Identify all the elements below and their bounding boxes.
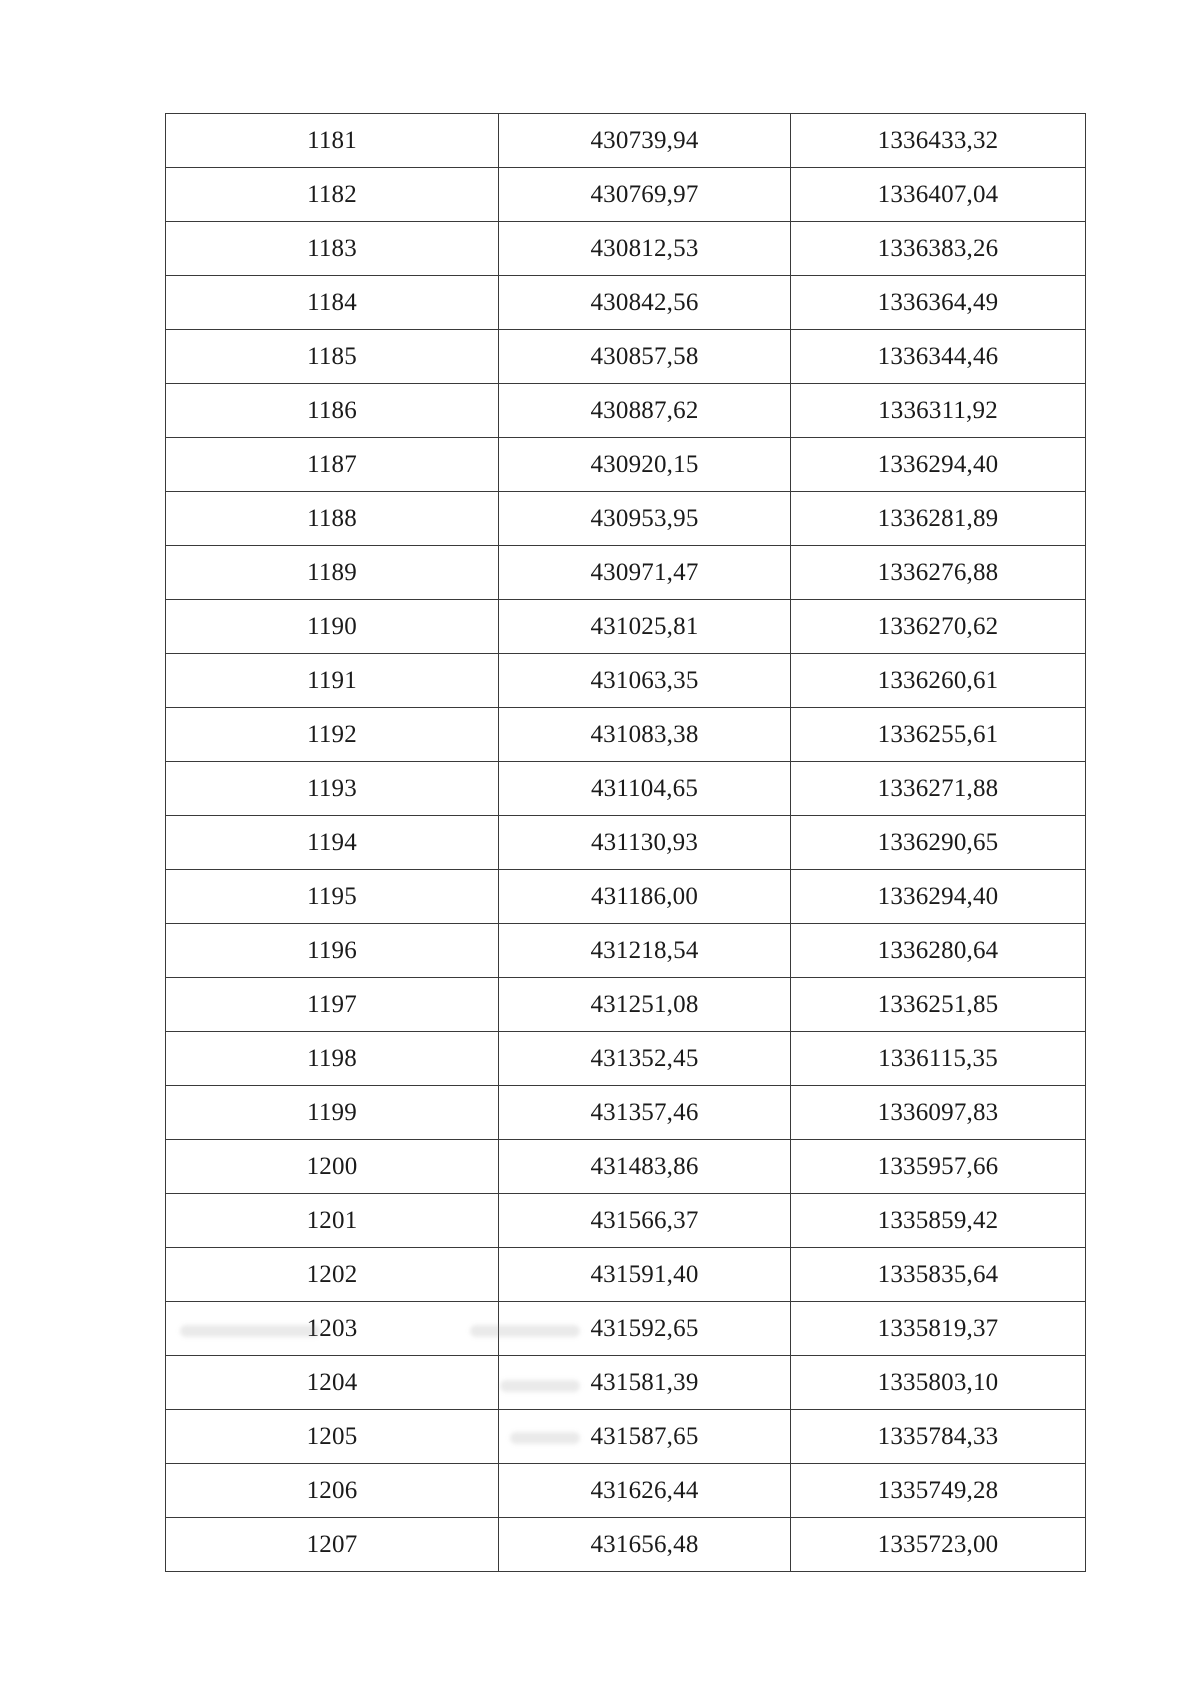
coordinates-table-body bbox=[166, 114, 1086, 1572]
point-number-cell: 1204 bbox=[166, 1356, 499, 1410]
x-coordinate-cell: 431063,35 bbox=[499, 654, 791, 708]
x-coordinate-cell: 431483,86 bbox=[499, 1140, 791, 1194]
y-coordinate-cell: 1336407,04 bbox=[791, 168, 1086, 222]
table-row bbox=[166, 384, 1086, 438]
point-number-cell: 1187 bbox=[166, 438, 499, 492]
y-coordinate-cell: 1335957,66 bbox=[791, 1140, 1086, 1194]
y-coordinate-cell: 1336260,61 bbox=[791, 654, 1086, 708]
point-number-cell: 1189 bbox=[166, 546, 499, 600]
x-coordinate-cell: 431656,48 bbox=[499, 1518, 791, 1572]
table-row bbox=[166, 1086, 1086, 1140]
scan-smudge bbox=[510, 1432, 580, 1444]
point-number-cell: 1184 bbox=[166, 276, 499, 330]
table-row bbox=[166, 600, 1086, 654]
y-coordinate-cell: 1335835,64 bbox=[791, 1248, 1086, 1302]
point-number-cell: 1197 bbox=[166, 978, 499, 1032]
x-coordinate-cell: 431581,39 bbox=[499, 1356, 791, 1410]
x-coordinate-cell: 430887,62 bbox=[499, 384, 791, 438]
y-coordinate-cell: 1335784,33 bbox=[791, 1410, 1086, 1464]
y-coordinate-cell: 1336270,62 bbox=[791, 600, 1086, 654]
y-coordinate-cell: 1336383,26 bbox=[791, 222, 1086, 276]
table-row bbox=[166, 1248, 1086, 1302]
point-number-cell: 1198 bbox=[166, 1032, 499, 1086]
table-row bbox=[166, 492, 1086, 546]
x-coordinate-cell: 430971,47 bbox=[499, 546, 791, 600]
y-coordinate-cell: 1335819,37 bbox=[791, 1302, 1086, 1356]
point-number-cell: 1202 bbox=[166, 1248, 499, 1302]
y-coordinate-cell: 1336294,40 bbox=[791, 870, 1086, 924]
y-coordinate-cell: 1336255,61 bbox=[791, 708, 1086, 762]
x-coordinate-cell: 431130,93 bbox=[499, 816, 791, 870]
point-number-cell: 1207 bbox=[166, 1518, 499, 1572]
table-row bbox=[166, 1410, 1086, 1464]
table-row bbox=[166, 870, 1086, 924]
scan-smudge bbox=[180, 1325, 320, 1337]
table-row bbox=[166, 708, 1086, 762]
table-row bbox=[166, 546, 1086, 600]
table-row bbox=[166, 762, 1086, 816]
y-coordinate-cell: 1335803,10 bbox=[791, 1356, 1086, 1410]
y-coordinate-cell: 1336271,88 bbox=[791, 762, 1086, 816]
scan-smudge bbox=[470, 1325, 580, 1337]
table-row bbox=[166, 924, 1086, 978]
y-coordinate-cell: 1336281,89 bbox=[791, 492, 1086, 546]
table-row bbox=[166, 1032, 1086, 1086]
point-number-cell: 1200 bbox=[166, 1140, 499, 1194]
point-number-cell: 1201 bbox=[166, 1194, 499, 1248]
x-coordinate-cell: 431591,40 bbox=[499, 1248, 791, 1302]
table-row bbox=[166, 1194, 1086, 1248]
table-row bbox=[166, 222, 1086, 276]
x-coordinate-cell: 431357,46 bbox=[499, 1086, 791, 1140]
point-number-cell: 1205 bbox=[166, 1410, 499, 1464]
table-row bbox=[166, 978, 1086, 1032]
point-number-cell: 1191 bbox=[166, 654, 499, 708]
table-row bbox=[166, 438, 1086, 492]
point-number-cell: 1196 bbox=[166, 924, 499, 978]
x-coordinate-cell: 431104,65 bbox=[499, 762, 791, 816]
x-coordinate-cell: 431626,44 bbox=[499, 1464, 791, 1518]
table-row bbox=[166, 168, 1086, 222]
table-row bbox=[166, 1464, 1086, 1518]
y-coordinate-cell: 1335723,00 bbox=[791, 1518, 1086, 1572]
table-row bbox=[166, 1140, 1086, 1194]
x-coordinate-cell: 431566,37 bbox=[499, 1194, 791, 1248]
y-coordinate-cell: 1335859,42 bbox=[791, 1194, 1086, 1248]
y-coordinate-cell: 1336311,92 bbox=[791, 384, 1086, 438]
y-coordinate-cell: 1336115,35 bbox=[791, 1032, 1086, 1086]
point-number-cell: 1185 bbox=[166, 330, 499, 384]
y-coordinate-cell: 1336280,64 bbox=[791, 924, 1086, 978]
y-coordinate-cell: 1336364,49 bbox=[791, 276, 1086, 330]
y-coordinate-cell: 1335749,28 bbox=[791, 1464, 1086, 1518]
table-row bbox=[166, 276, 1086, 330]
table-row bbox=[166, 330, 1086, 384]
point-number-cell: 1193 bbox=[166, 762, 499, 816]
point-number-cell: 1195 bbox=[166, 870, 499, 924]
x-coordinate-cell: 430812,53 bbox=[499, 222, 791, 276]
point-number-cell: 1183 bbox=[166, 222, 499, 276]
point-number-cell: 1186 bbox=[166, 384, 499, 438]
table-row bbox=[166, 1518, 1086, 1572]
point-number-cell: 1188 bbox=[166, 492, 499, 546]
x-coordinate-cell: 431218,54 bbox=[499, 924, 791, 978]
y-coordinate-cell: 1336251,85 bbox=[791, 978, 1086, 1032]
point-number-cell: 1199 bbox=[166, 1086, 499, 1140]
point-number-cell: 1182 bbox=[166, 168, 499, 222]
x-coordinate-cell: 430842,56 bbox=[499, 276, 791, 330]
x-coordinate-cell: 430769,97 bbox=[499, 168, 791, 222]
y-coordinate-cell: 1336294,40 bbox=[791, 438, 1086, 492]
point-number-cell: 1192 bbox=[166, 708, 499, 762]
x-coordinate-cell: 431592,65 bbox=[499, 1302, 791, 1356]
x-coordinate-cell: 430953,95 bbox=[499, 492, 791, 546]
x-coordinate-cell: 431587,65 bbox=[499, 1410, 791, 1464]
x-coordinate-cell: 430920,15 bbox=[499, 438, 791, 492]
x-coordinate-cell: 431251,08 bbox=[499, 978, 791, 1032]
y-coordinate-cell: 1336290,65 bbox=[791, 816, 1086, 870]
x-coordinate-cell: 430739,94 bbox=[499, 114, 791, 168]
point-number-cell: 1181 bbox=[166, 114, 499, 168]
table-row bbox=[166, 654, 1086, 708]
x-coordinate-cell: 431025,81 bbox=[499, 600, 791, 654]
y-coordinate-cell: 1336276,88 bbox=[791, 546, 1086, 600]
y-coordinate-cell: 1336433,32 bbox=[791, 114, 1086, 168]
x-coordinate-cell: 430857,58 bbox=[499, 330, 791, 384]
table-row bbox=[166, 114, 1086, 168]
x-coordinate-cell: 431083,38 bbox=[499, 708, 791, 762]
y-coordinate-cell: 1336344,46 bbox=[791, 330, 1086, 384]
table-row bbox=[166, 816, 1086, 870]
point-number-cell: 1203 bbox=[166, 1302, 499, 1356]
x-coordinate-cell: 431352,45 bbox=[499, 1032, 791, 1086]
point-number-cell: 1194 bbox=[166, 816, 499, 870]
x-coordinate-cell: 431186,00 bbox=[499, 870, 791, 924]
point-number-cell: 1190 bbox=[166, 600, 499, 654]
y-coordinate-cell: 1336097,83 bbox=[791, 1086, 1086, 1140]
point-number-cell: 1206 bbox=[166, 1464, 499, 1518]
table-row bbox=[166, 1356, 1086, 1410]
scan-smudge bbox=[500, 1380, 580, 1392]
coordinates-table bbox=[165, 113, 1086, 1572]
